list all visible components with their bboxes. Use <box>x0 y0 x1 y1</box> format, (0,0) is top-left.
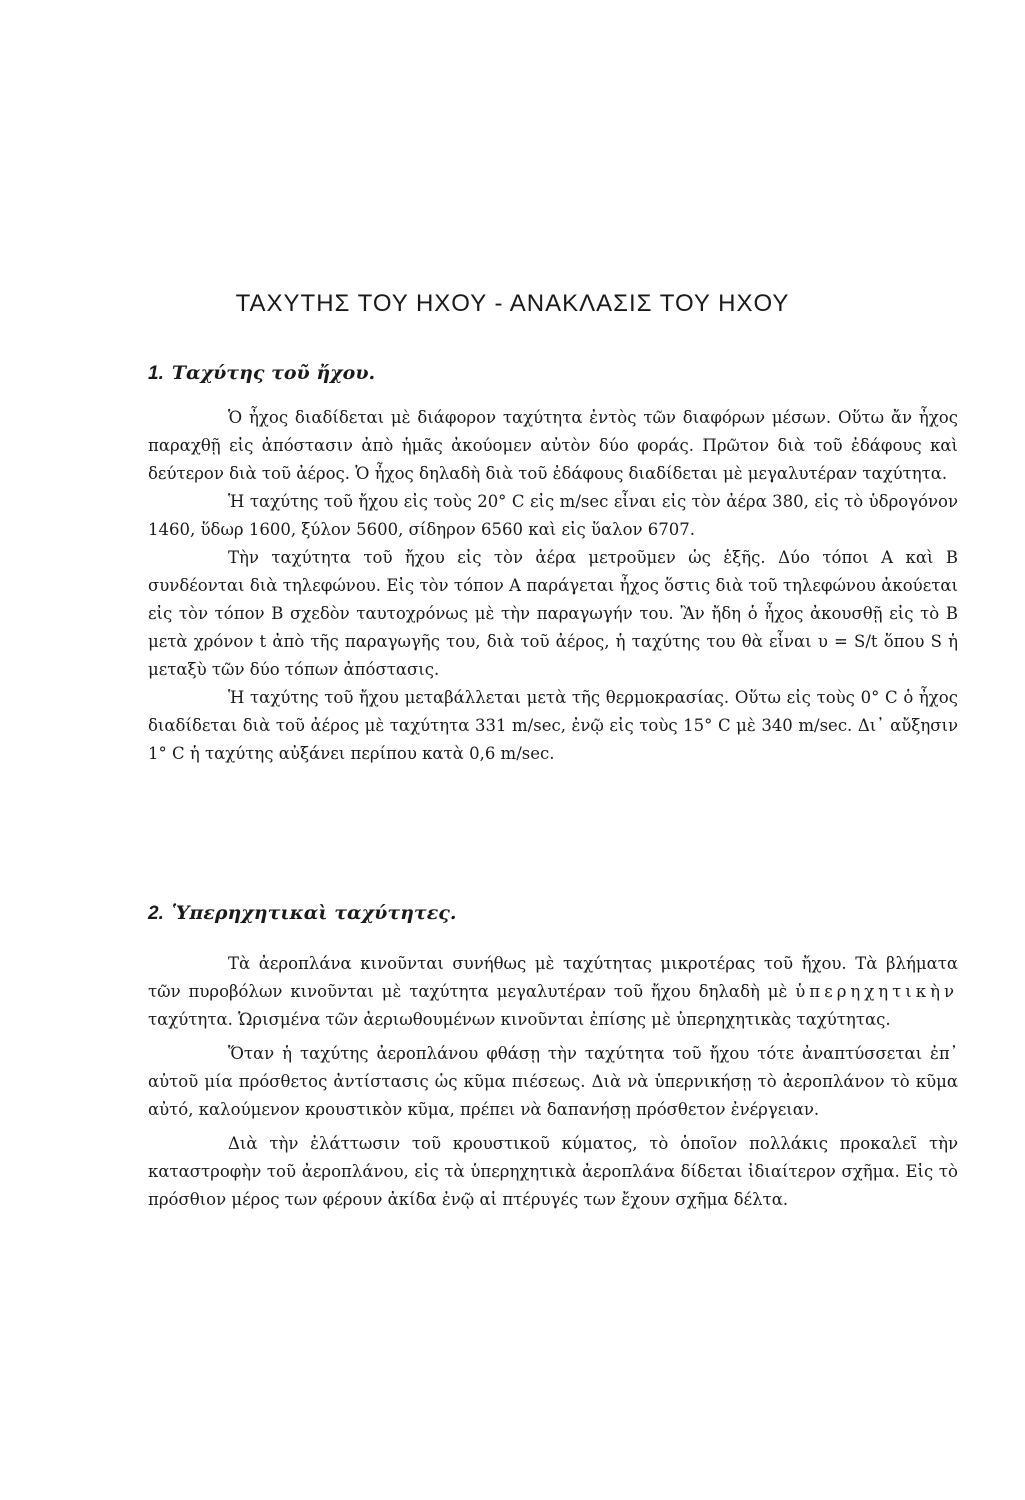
section-2-heading <box>148 902 456 925</box>
paragraph <box>148 950 958 1034</box>
section-1-body <box>148 404 958 768</box>
page-title: ΤΑΧΥΤΗΣ ΤΟΥ ΗΧΟΥ - ΑΝΑΚΛΑΣΙΣ ΤΟΥ ΗΧΟΥ <box>235 290 790 317</box>
section-2-body <box>148 950 958 1214</box>
paragraph: Ἡ ταχύτης τοῦ ἤχου μεταβάλλεται μετὰ τῆς θερμοκρασίας. Οὕτω εἰς τοὺς 0° C ὁ ἦχος διαδίδεται διὰ τοῦ ἀέρος μὲ ταχύτητα 331 m/sec, ἐνῷ εἰς τοὺς 15° C μὲ 340 m/sec. Δι᾽ αὔξησιν 1° C ἡ ταχύτης αὐξάνει περίπου κατὰ 0,6 m/sec. <box>148 688 958 763</box>
section-1-title: Ταχύτης τοῦ ἤχου. <box>171 362 376 384</box>
paragraph: Τὴν ταχύτητα τοῦ ἤχου εἰς τὸν ἀέρα μετροῦμεν ὡς ἑξῆς. Δύο τόποι Α καὶ Β συνδέονται διὰ τηλεφώνου. Εἰς τὸν τόπον Α παράγεται ἦχος ὅστις διὰ τοῦ τηλεφώνου ἀκούεται εἰς τὸν τόπον Β σχεδὸν ταυτοχρόνως μὲ τὴν παραγωγήν του. Ἂν ἤδη ὁ ἦχος ἀκουσθῇ εἰς τὸ Β μετὰ χρόνον t ἀπὸ τῆς παραγωγῆς του, διὰ τοῦ ἀέρος, ἡ ταχύτης του θὰ εἶναι υ = S/t ὅπου S ἡ μεταξὺ τῶν δύο τόπων ἀπόστασις. <box>148 548 958 679</box>
emphasized-term: ὑπερηχητικὴν <box>795 982 958 1001</box>
section-1-heading <box>148 362 375 385</box>
paragraph: Ὁ ἦχος διαδίδεται μὲ διάφορον ταχύτητα ἐντὸς τῶν διαφόρων μέσων. Οὕτω ἄν ἦχος παραχθῇ εἰς ἀπόστασιν ἀπὸ ἡμᾶς ἀκούομεν αὐτὸν δύο φοράς. Πρῶτον διὰ τοῦ ἐδάφους καὶ δεύτερον διὰ τοῦ ἀέρος. Ὁ ἦχος δηλαδὴ διὰ τοῦ ἐδάφους διαδίδεται μὲ μεγαλυτέραν ταχύτητα. <box>148 408 958 483</box>
paragraph-text: κινοῦνται συνήθως μὲ ταχύτητας μικροτέρας τοῦ ἤχου. Τὰ βλήματα τῶν πυροβόλων κινοῦνται μὲ ταχύτητα μεγαλυτέραν τοῦ ἤχου δηλαδὴ μὲ <box>148 954 959 1001</box>
section-2-title: Ὑπερηχητικαὶ ταχύτητες. <box>171 902 457 924</box>
section-1-number: 1. <box>148 363 164 384</box>
paragraph-text: Τὰ ἀεροπλάνα <box>228 954 352 973</box>
section-2-number: 2. <box>148 903 164 924</box>
paragraph: Ἡ ταχύτης τοῦ ἤχου εἰς τοὺς 20° C εἰς m/sec εἶναι εἰς τὸν ἀέρα 380, εἰς τὸ ὑδρογόνον 1460, ὕδωρ 1600, ξύλον 5600, σίδηρον 6560 καὶ εἰς ὕαλον 6707. <box>148 492 958 539</box>
paragraph: Ὅταν ἡ ταχύτης ἀεροπλάνου φθάσῃ τὴν ταχύτητα τοῦ ἤχου τότε ἀναπτύσσεται ἐπ᾽ αὐτοῦ μία πρόσθετος ἀντίστασις ὡς κῦμα πιέσεως. Διὰ νὰ ὑπερνικήσῃ τὸ ἀεροπλάνον τὸ κῦμα αὐτό, καλούμενον κρουστικὸν κῦμα, πρέπει νὰ δαπανήσῃ πρόσθετον ἐνέργειαν. <box>148 1044 958 1119</box>
paragraph: Διὰ τὴν ἐλάττωσιν τοῦ κρουστικοῦ κύματος, τὸ ὁποῖον πολλάκις προκαλεῖ τὴν καταστροφὴν τοῦ ἀεροπλάνου, εἰς τὰ ὑπερηχητικὰ ἀεροπλάνα δίδεται ἰδιαίτερον σχῆμα. Εἰς τὸ πρόσθιον μέρος των φέρουν ἀκίδα ἐνῷ αἱ πτέρυγές των ἔχουν σχῆμα δέλτα. <box>148 1134 958 1209</box>
paragraph-text: ταχύτητα. Ὡρισμένα τῶν ἀεριωθουμένων κινοῦνται ἐπίσης μὲ ὑπερηχητικὰς ταχύτητας. <box>148 1010 891 1029</box>
